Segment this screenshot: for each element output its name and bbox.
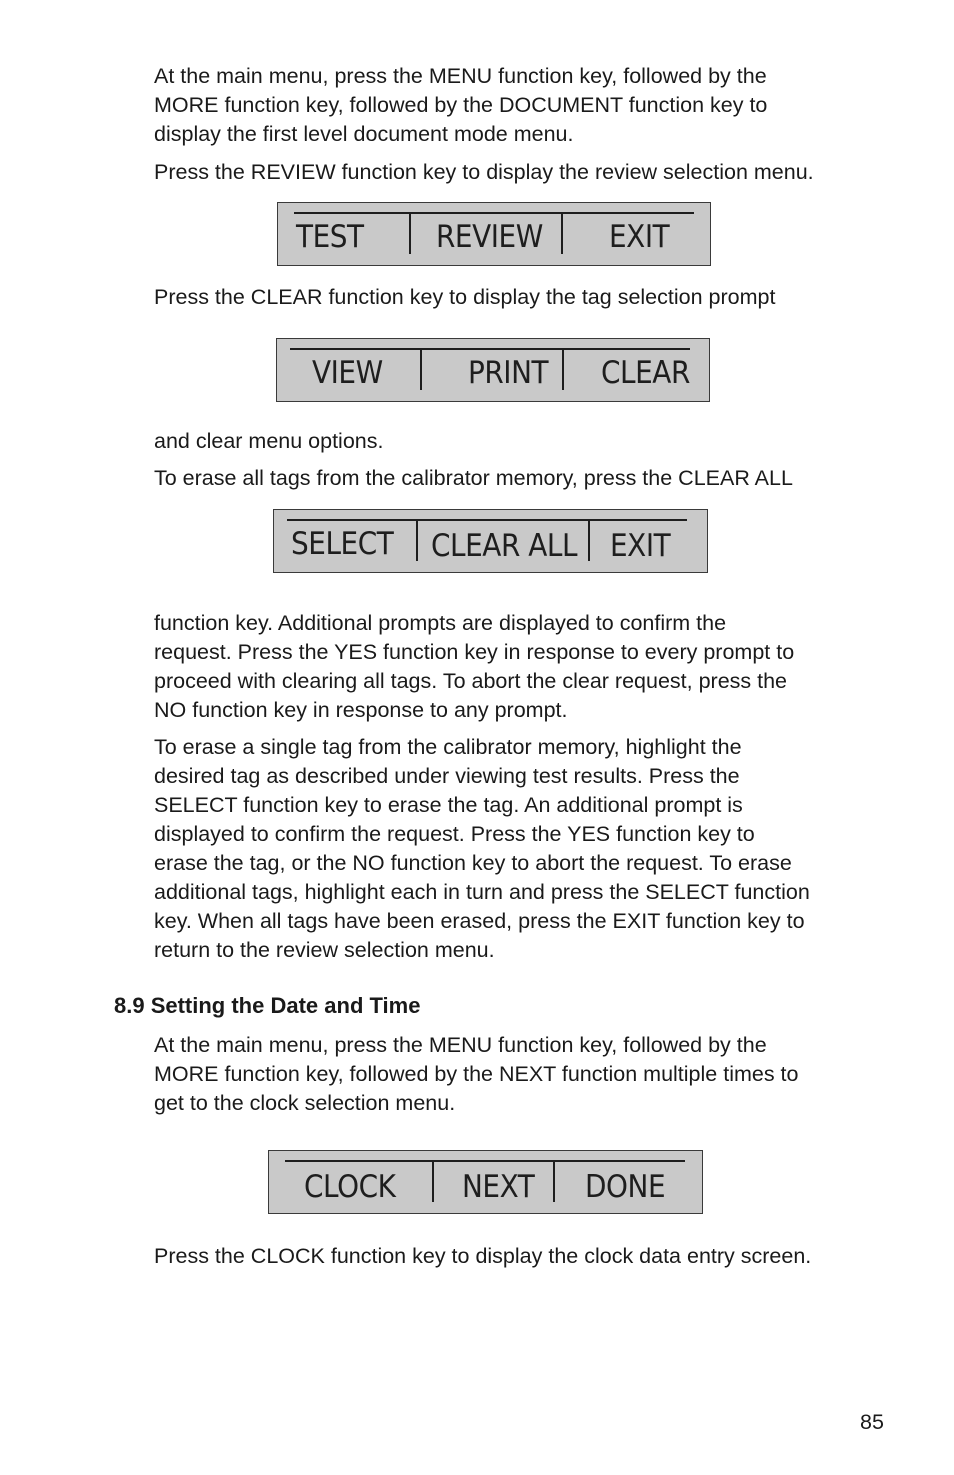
text-line: At the main menu, press the MENU function key, followed by the — [154, 64, 767, 88]
paragraph-press-clock — [154, 1242, 894, 1271]
lcd-separator — [562, 349, 564, 390]
lcd-document-menu — [277, 202, 711, 266]
softkey-clear[interactable]: CLEAR — [601, 355, 690, 391]
text-line: SELECT function key to erase the tag. An additional prompt is — [154, 793, 743, 817]
paragraph-clear-options — [154, 427, 894, 456]
text-line: key. When all tags have been erased, press the EXIT function key to — [154, 909, 805, 933]
text-line: Press the REVIEW function key to display the review selection menu. — [154, 160, 814, 184]
text-line: displayed to confirm the request. Press the YES function key to — [154, 822, 755, 846]
paragraph-erase-single — [154, 733, 894, 965]
text-line: To erase all tags from the calibrator memory, press the CLEAR ALL — [154, 466, 793, 490]
softkey-clock[interactable]: CLOCK — [304, 1169, 396, 1205]
softkey-next[interactable]: NEXT — [462, 1169, 535, 1205]
softkey-exit[interactable]: EXIT — [609, 219, 670, 255]
text-line: return to the review selection menu. — [154, 938, 495, 962]
lcd-top-rule — [294, 212, 694, 214]
softkey-clear-all[interactable]: CLEAR ALL — [431, 528, 578, 564]
lcd-top-rule — [285, 1160, 685, 1162]
text-line: display the first level document mode menu. — [154, 122, 574, 146]
text-line: At the main menu, press the MENU function key, followed by the — [154, 1033, 767, 1057]
text-line: additional tags, highlight each in turn and press the SELECT function — [154, 880, 810, 904]
text-line: Press the CLOCK function key to display the clock data entry screen. — [154, 1244, 812, 1268]
lcd-review-menu — [276, 338, 710, 402]
text-line: get to the clock selection menu. — [154, 1091, 456, 1115]
lcd-top-rule — [290, 348, 690, 350]
lcd-clear-menu — [273, 509, 708, 573]
text-line: erase the tag, or the NO function key to abort the request. To erase — [154, 851, 792, 875]
softkey-select[interactable]: SELECT — [291, 526, 394, 562]
lcd-separator — [420, 349, 422, 390]
paragraph-press-review — [154, 158, 894, 187]
text-line: MORE function key, followed by the NEXT function multiple times to — [154, 1062, 799, 1086]
softkey-test[interactable]: TEST — [296, 219, 364, 255]
lcd-clock-menu — [268, 1150, 703, 1214]
section-heading: 8.9 Setting the Date and Time — [114, 993, 421, 1018]
text-line: desired tag as described under viewing test results. Press the — [154, 764, 740, 788]
lcd-separator — [409, 213, 411, 254]
lcd-separator — [416, 520, 418, 561]
text-line: Press the CLEAR function key to display the tag selection prompt — [154, 285, 776, 309]
lcd-separator — [432, 1161, 434, 1202]
text-line: To erase a single tag from the calibrator memory, highlight the — [154, 735, 742, 759]
softkey-exit[interactable]: EXIT — [610, 528, 671, 564]
paragraph-open-clock-menu — [154, 1031, 894, 1118]
paragraph-erase-all — [154, 464, 894, 493]
page-number: 85 — [860, 1410, 884, 1434]
text-line: request. Press the YES function key in response to every prompt to — [154, 640, 795, 664]
lcd-separator — [588, 520, 590, 561]
softkey-print[interactable]: PRINT — [468, 355, 549, 391]
text-line: function key. Additional prompts are displayed to confirm the — [154, 611, 727, 635]
paragraph-open-document-menu — [154, 62, 894, 149]
text-line: proceed with clearing all tags. To abort the clear request, press the — [154, 669, 788, 693]
text-line: MORE function key, followed by the DOCUMENT function key to — [154, 93, 768, 117]
text-line: and clear menu options. — [154, 429, 384, 453]
paragraph-confirm-clear-all — [154, 609, 894, 725]
lcd-separator — [553, 1161, 555, 1202]
softkey-done[interactable]: DONE — [585, 1169, 666, 1205]
lcd-separator — [561, 213, 563, 254]
lcd-top-rule — [287, 519, 687, 521]
softkey-review[interactable]: REVIEW — [436, 219, 543, 255]
softkey-view[interactable]: VIEW — [312, 355, 383, 391]
text-line: NO function key in response to any prompt. — [154, 698, 568, 722]
paragraph-press-clear — [154, 283, 894, 312]
